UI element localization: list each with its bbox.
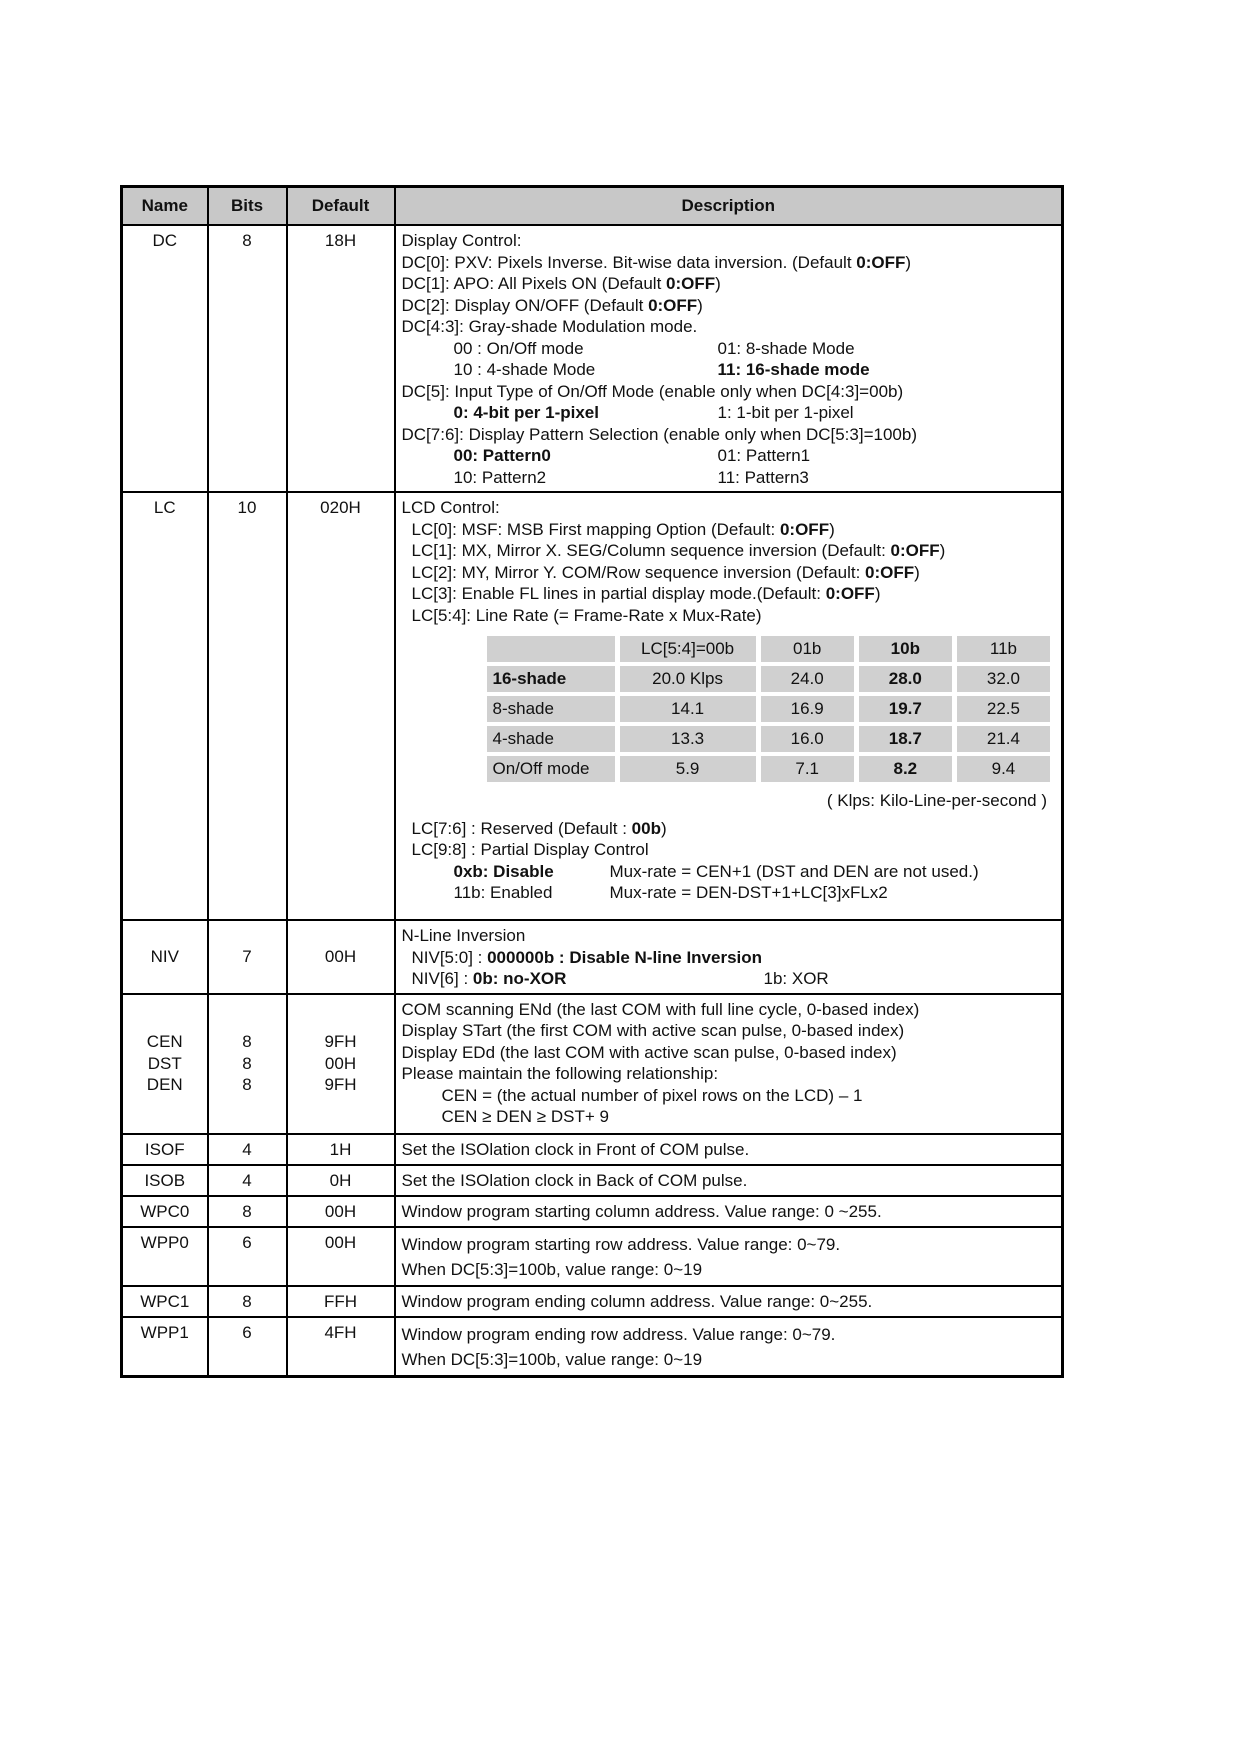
- cell-name: LC: [122, 492, 208, 920]
- option-line: 10: Pattern2 11: Pattern3: [453, 467, 809, 487]
- line-rate-value: 5.9: [620, 756, 756, 782]
- line-rate-row: [487, 726, 1051, 752]
- desc-line: DC[4:3]: Gray-shade Modulation mode.: [401, 317, 698, 336]
- desc-line: When DC[5:3]=100b, value range: 0~19: [401, 1349, 703, 1369]
- cell-bits: 8: [208, 225, 287, 492]
- desc-line: LC[1]: MX, Mirror X. SEG/Column sequence inversion (Default: 0:OFF): [411, 541, 946, 560]
- desc-line: LCD Control:: [401, 498, 500, 517]
- cell-default: 1H: [287, 1134, 395, 1165]
- option-line: 0xb: Disable Mux-rate = CEN+1 (DST and DEN are not used.): [453, 861, 979, 881]
- line-rate-label: 4-shade: [487, 726, 615, 752]
- cell-description: [395, 1317, 1063, 1377]
- cell-bits: 7: [208, 920, 287, 994]
- cell-description: [395, 994, 1063, 1134]
- table-row-wpc1: [122, 1286, 1063, 1317]
- desc-line: LC[9:8] : Partial Display Control: [411, 840, 649, 859]
- header-name: Name: [122, 187, 208, 226]
- desc-line: DC[0]: PXV: Pixels Inverse. Bit-wise data inversion. (Default 0:OFF): [401, 252, 912, 272]
- header-row: [122, 187, 1063, 226]
- line-rate-note: ( Klps: Kilo-Line-per-second ): [826, 791, 1047, 810]
- cell-name: DC: [122, 225, 208, 492]
- cell-bits: 6: [208, 1317, 287, 1377]
- option-line: 00 : On/Off mode 01: 8-shade Mode: [453, 338, 855, 358]
- desc-line: NIV[6] : 0b: no-XOR 1b: XOR: [411, 969, 829, 988]
- cell-default: 020H: [287, 492, 395, 920]
- line-rate-value: 16.0: [761, 726, 854, 752]
- line-rate-value: 19.7: [859, 696, 952, 722]
- line-rate-col: 01b: [761, 636, 854, 662]
- line-rate-col: LC[5:4]=00b: [620, 636, 756, 662]
- cell-default: 00H: [287, 1196, 395, 1227]
- header-bits: Bits: [208, 187, 287, 226]
- desc-line: Display STart (the first COM with active scan pulse, 0-based index): [401, 1021, 905, 1040]
- header-default: Default: [287, 187, 395, 226]
- desc-line: DC[1]: APO: All Pixels ON (Default 0:OFF): [401, 274, 721, 293]
- cell-default: 00H: [287, 920, 395, 994]
- desc-line: When DC[5:3]=100b, value range: 0~19: [401, 1259, 703, 1279]
- line-rate-value: 32.0: [957, 666, 1050, 692]
- line-rate-value: 18.7: [859, 726, 952, 752]
- cell-bits: 10: [208, 492, 287, 920]
- desc-line: LC[0]: MSF: MSB First mapping Option (Default: 0:OFF): [411, 519, 835, 539]
- cell-name: WPP1: [122, 1317, 208, 1377]
- cell-default: FFH: [287, 1286, 395, 1317]
- desc-line: LC[2]: MY, Mirror Y. COM/Row sequence inversion (Default: 0:OFF): [411, 562, 920, 582]
- line-rate-row: [487, 666, 1051, 692]
- cell-bits: 8: [208, 1196, 287, 1227]
- cell-bits: 4: [208, 1134, 287, 1165]
- cell-bits: 8: [208, 1286, 287, 1317]
- cell-description: Window program ending column address. Value range: 0~255.: [395, 1286, 1063, 1317]
- desc-line: DC[7:6]: Display Pattern Selection (enable only when DC[5:3]=100b): [401, 424, 917, 444]
- cell-name: WPC0: [122, 1196, 208, 1227]
- cell-description: [395, 492, 1063, 920]
- table-row-wpp0: [122, 1227, 1063, 1286]
- cell-name: ISOF: [122, 1134, 208, 1165]
- desc-line: Window program ending row address. Value range: 0~79.: [401, 1324, 836, 1344]
- line-rate-label: 16-shade: [487, 666, 615, 692]
- table-row-wpp1: [122, 1317, 1063, 1377]
- cell-description: Set the ISOlation clock in Back of COM pulse.: [395, 1165, 1063, 1196]
- desc-line: Window program starting row address. Value range: 0~79.: [401, 1234, 841, 1254]
- desc-line: LC[7:6] : Reserved (Default : 00b): [411, 818, 667, 838]
- table-row-lc: [122, 492, 1063, 920]
- cell-name: NIV: [122, 920, 208, 994]
- cell-description: [395, 1227, 1063, 1286]
- header-description: Description: [395, 187, 1063, 226]
- table-row-cen-dst-den: [122, 994, 1063, 1134]
- cell-default: 4FH: [287, 1317, 395, 1377]
- line-rate-value: 8.2: [859, 756, 952, 782]
- cell-bits: 4: [208, 1165, 287, 1196]
- option-line: 00: Pattern0 01: Pattern1: [453, 446, 811, 465]
- line-rate-col: 10b: [859, 636, 952, 662]
- relationship-line: CEN ≥ DEN ≥ DST+ 9: [441, 1107, 609, 1126]
- desc-line: LC[5:4]: Line Rate (= Frame-Rate x Mux-Rate): [411, 605, 762, 625]
- line-rate-value: 28.0: [859, 666, 952, 692]
- cell-default: 0H: [287, 1165, 395, 1196]
- cell-description: [395, 225, 1063, 492]
- cell-name: CEN DST DEN: [122, 994, 208, 1134]
- desc-line: N-Line Inversion: [401, 926, 526, 945]
- line-rate-value: 22.5: [957, 696, 1050, 722]
- cell-name: ISOB: [122, 1165, 208, 1196]
- line-rate-label: On/Off mode: [487, 756, 615, 782]
- cell-default: 9FH 00H 9FH: [287, 994, 395, 1134]
- table-row-niv: [122, 920, 1063, 994]
- desc-line: DC[5]: Input Type of On/Off Mode (enable only when DC[4:3]=00b): [401, 381, 904, 401]
- line-rate-value: 9.4: [957, 756, 1050, 782]
- cell-default: 18H: [287, 225, 395, 492]
- line-rate-value: 16.9: [761, 696, 854, 722]
- desc-line: COM scanning ENd (the last COM with full line cycle, 0-based index): [401, 999, 920, 1019]
- desc-line: DC[2]: Display ON/OFF (Default 0:OFF): [401, 295, 703, 315]
- line-rate-value: 14.1: [620, 696, 756, 722]
- option-line: 10 : 4-shade Mode 11: 16-shade mode: [453, 360, 870, 379]
- desc-line: Please maintain the following relationship:: [401, 1064, 719, 1083]
- table-row-wpc0: [122, 1196, 1063, 1227]
- option-line: 0: 4-bit per 1-pixel 1: 1-bit per 1-pixel: [453, 403, 854, 422]
- cell-name: WPC1: [122, 1286, 208, 1317]
- table-row-isob: [122, 1165, 1063, 1196]
- desc-line: NIV[5:0] : 000000b : Disable N-line Inversion: [411, 947, 763, 967]
- cell-bits: 6: [208, 1227, 287, 1286]
- desc-line: Display Control:: [401, 231, 522, 250]
- line-rate-value: 21.4: [957, 726, 1050, 752]
- line-rate-value: 7.1: [761, 756, 854, 782]
- register-table: [120, 185, 1064, 1378]
- desc-line: Display EDd (the last COM with active scan pulse, 0-based index): [401, 1042, 897, 1062]
- relationship-line: CEN = (the actual number of pixel rows on the LCD) – 1: [441, 1085, 863, 1105]
- line-rate-header: [487, 636, 1051, 662]
- line-rate-corner: [487, 636, 615, 662]
- line-rate-row: [487, 696, 1051, 722]
- line-rate-table: [482, 632, 1056, 786]
- line-rate-label: 8-shade: [487, 696, 615, 722]
- cell-description: Window program starting column address. Value range: 0 ~255.: [395, 1196, 1063, 1227]
- cell-description: Set the ISOlation clock in Front of COM pulse.: [395, 1134, 1063, 1165]
- line-rate-value: 24.0: [761, 666, 854, 692]
- line-rate-col: 11b: [957, 636, 1050, 662]
- desc-line: LC[3]: Enable FL lines in partial display mode.(Default: 0:OFF): [411, 584, 881, 603]
- line-rate-row: [487, 756, 1051, 782]
- line-rate-value: 20.0 Klps: [620, 666, 756, 692]
- table-row-isof: [122, 1134, 1063, 1165]
- cell-bits: 8 8 8: [208, 994, 287, 1134]
- cell-description: [395, 920, 1063, 994]
- cell-default: 00H: [287, 1227, 395, 1286]
- table-row-dc: [122, 225, 1063, 492]
- cell-name: WPP0: [122, 1227, 208, 1286]
- option-line: 11b: Enabled Mux-rate = DEN-DST+1+LC[3]xFLx2: [453, 883, 888, 902]
- line-rate-value: 13.3: [620, 726, 756, 752]
